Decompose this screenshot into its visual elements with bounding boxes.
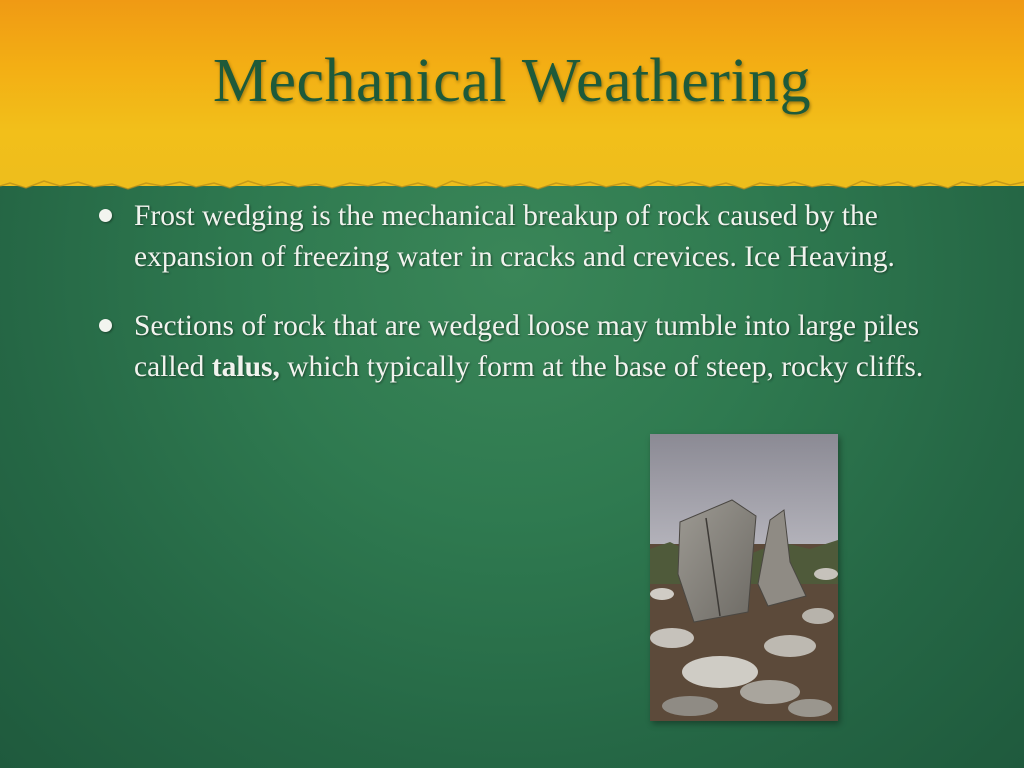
bullet-text-before: Sections of rock that are wedged loose may tumble into large piles called: [134, 310, 920, 383]
bullet-text: Frost wedging is the mechanical breakup of rock caused by the expansion of freezing water in cracks and crevices. Ice Heaving.: [134, 200, 895, 273]
bullet-dot-icon: [99, 209, 112, 222]
bullet-bold-term: talus,: [211, 351, 280, 383]
bullet-item: [96, 196, 926, 278]
bullet-list: [96, 196, 926, 416]
bullet-text-after: which typically form at the base of steep, rocky cliffs.: [279, 351, 924, 383]
talus-rock-photo-icon: [650, 434, 838, 721]
bullet-item: [96, 306, 926, 388]
bullet-dot-icon: [99, 319, 112, 332]
slide-title: Mechanical Weathering: [212, 47, 812, 115]
